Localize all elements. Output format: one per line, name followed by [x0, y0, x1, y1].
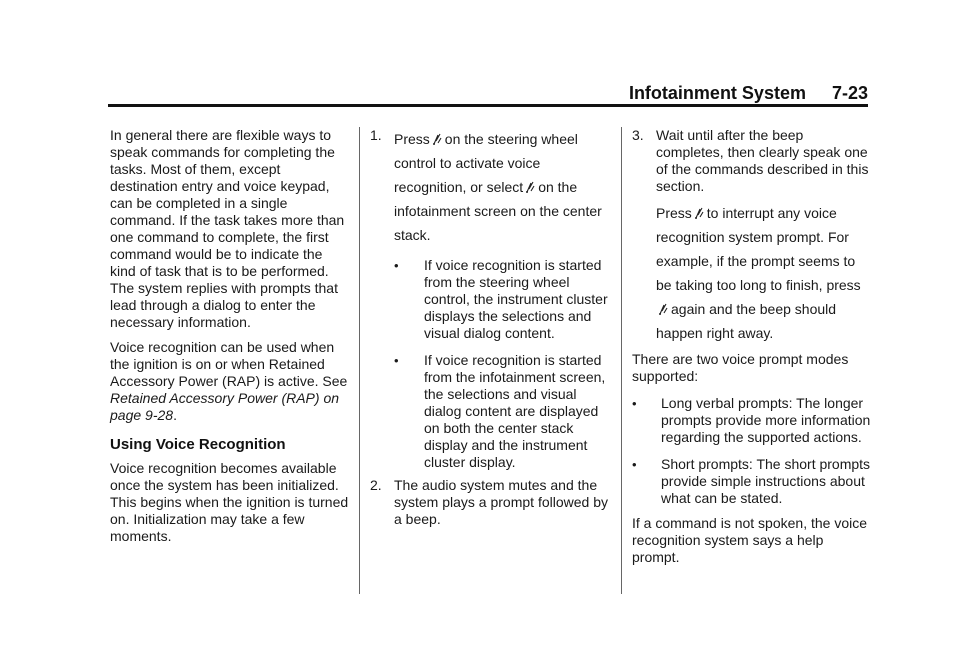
page-number: 7-23 [831, 83, 868, 103]
list-item: • Long verbal prompts: The longer prompts provide more information regarding the supported actions. [632, 395, 871, 445]
list-item: • If voice recognition is started from the infotainment screen, the selections and visual dialog content are displayed on both the center stack display and the instrument cluster display. [394, 352, 606, 470]
voice-recognition-icon [525, 180, 536, 194]
step-3: 3. Wait until after the beep completes, then clearly speak one of the commands described in this section. Press to interrupt any voice recognition system prompt. For example, if the prompt seems to be taking too long to finish, pressagain and the beep should happen right away. [632, 127, 872, 345]
bullet-icon: • [394, 353, 399, 368]
intro-paragraph: In general there are flexible ways to speak commands for completing the tasks. Most of them, except destination entry and voice keypad, can be completed in a single command. If the task takes more than one command to complete, the first command would be to indicate the kind of task that is to be performed. The system replies with prompts that lead through a dialog to enter the necessary information. [110, 127, 345, 330]
column-1 [110, 127, 350, 553]
section-title: Infotainment System [628, 83, 806, 103]
column-2 [370, 127, 612, 534]
column-3 [632, 127, 872, 574]
section-heading: Using Voice Recognition [110, 436, 286, 453]
bullet-icon: • [632, 457, 637, 472]
header-rule [108, 104, 868, 107]
column-divider [621, 127, 622, 594]
bullet-icon: • [394, 258, 399, 273]
help-prompt-paragraph: If a command is not spoken, the voice recognition system says a help prompt. [632, 515, 868, 565]
bullet-icon: • [632, 396, 637, 411]
voice-recognition-icon [658, 302, 669, 316]
interrupt-note: Press to interrupt any voice recognition system prompt. For example, if the prompt seems to be taking too long to finish, pressagain and the beep should happen right away. [656, 205, 861, 341]
column-divider [359, 127, 360, 594]
voice-recognition-icon [432, 132, 443, 146]
cross-reference: Retained Accessory Power (RAP) on page 9-28 [110, 390, 340, 423]
rap-paragraph: Voice recognition can be used when the ignition is on or when Retained Accessory Power (RAP) is active. See Retained Accessory Power (RAP) on page 9-28. [110, 339, 348, 423]
page-header [108, 78, 868, 104]
step-2: 2. The audio system mutes and the system plays a prompt followed by a beep. [370, 477, 608, 527]
voice-recognition-icon [694, 206, 705, 220]
modes-intro: There are two voice prompt modes supported: [632, 351, 849, 384]
availability-paragraph: Voice recognition becomes available once the system has been initialized. This begins when the ignition is turned on. Initialization may take a few moments. [110, 460, 349, 544]
list-item: • If voice recognition is started from the steering wheel control, the instrument cluster displays the selections and visual dialog content. [394, 257, 608, 341]
list-item: • Short prompts: The short prompts provide simple instructions about what can be stated. [632, 456, 871, 506]
step-1: 1. Press on the steering wheel control to activate voice recognition, or select on the infotainment screen on the center stack. [370, 127, 602, 243]
